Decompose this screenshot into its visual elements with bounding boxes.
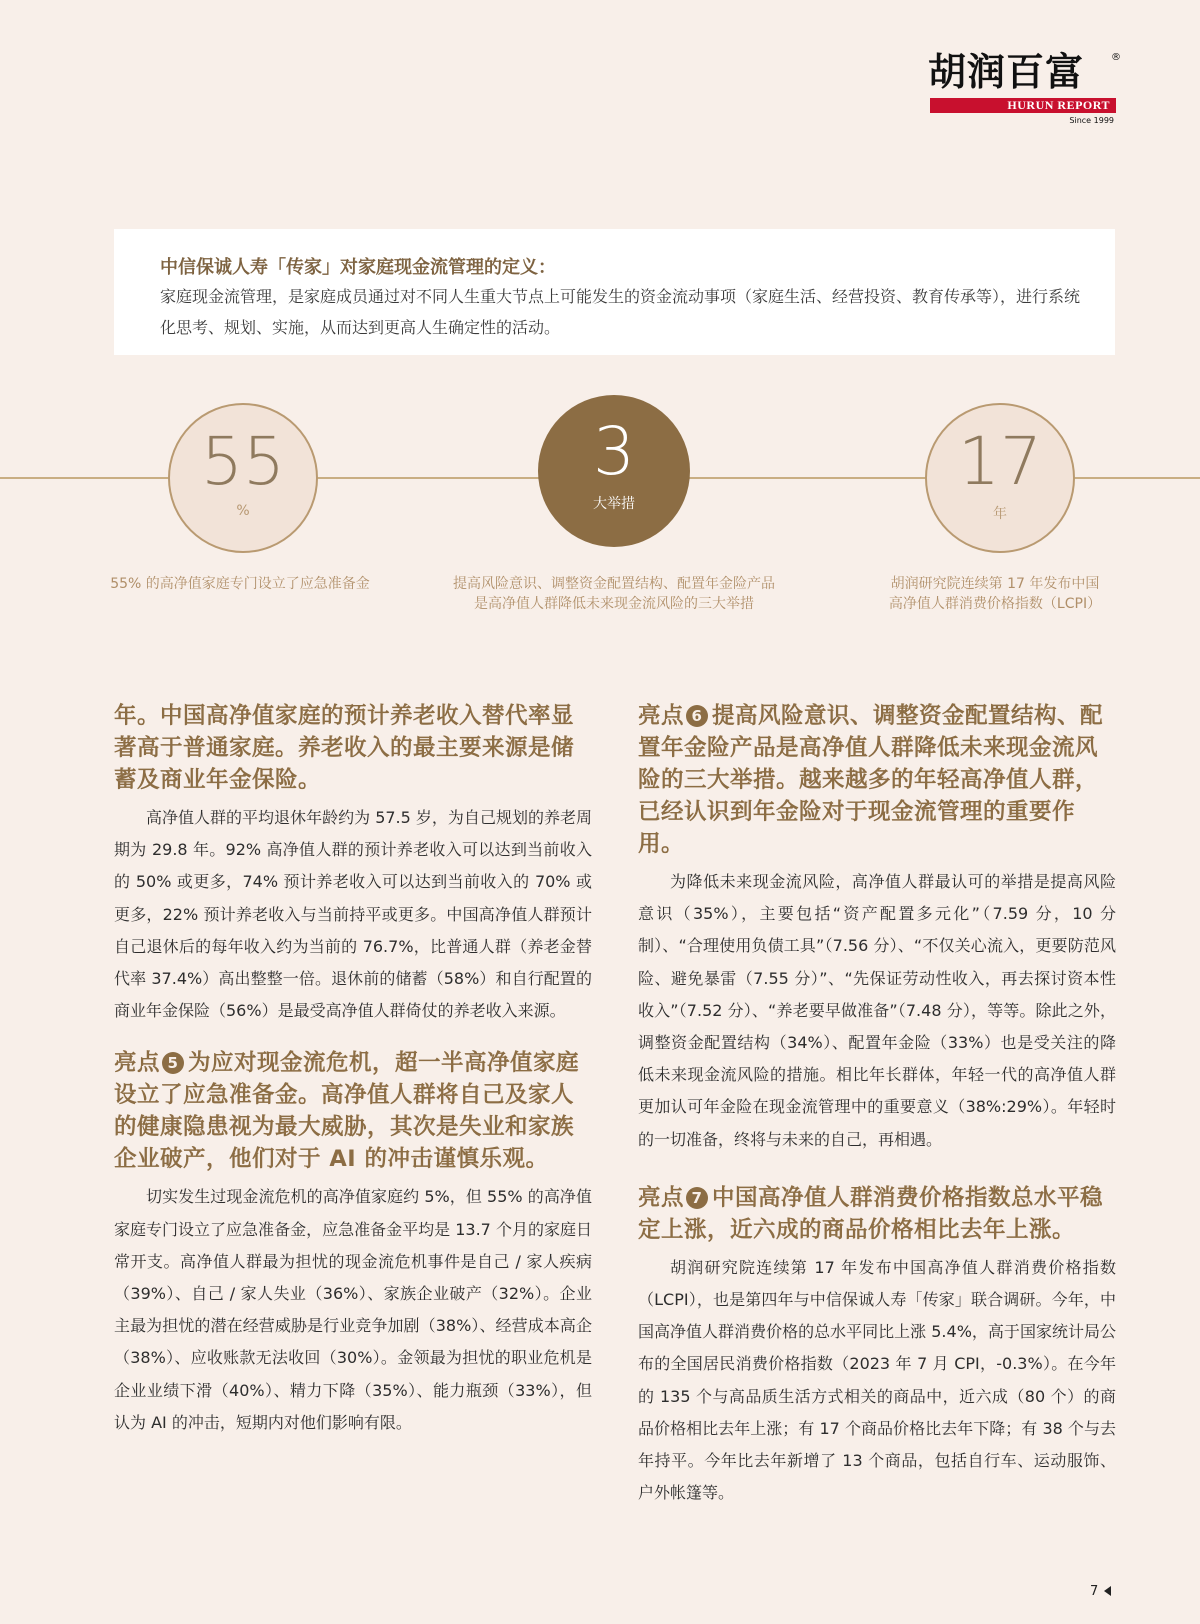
highlight-6-text: 提高风险意识、调整资金配置结构、配置年金险产品是高净值人群降低未来现金流风险的三大举措。越来越多的年轻高净值人群，已经认识到年金险对于现金流管理的重要作用。 [638, 703, 1104, 857]
caption-line: 提高风险意识、调整资金配置结构、配置年金险产品 [453, 576, 775, 592]
highlight-7-heading [638, 1182, 1116, 1246]
definition-box [114, 229, 1115, 355]
highlight-5-paragraph: 切实发生过现金流危机的高净值家庭约 5%，但 55% 的高净值家庭专门设立了应急准备金，应急准备金平均是 13.7 个月的家庭日常开支。高净值人群最为担忧的现金流危机事件是自己 / 家人疾病（39%）、自己 / 家人失业（36%）、家族企业破产（32%）。企业主最为担忧的潜在经营威胁是行业竞争加剧（38%）、经营成本高企（38%）、应收账款无法收回（30%）。金领最为担忧的职业危机是企业业绩下滑（40%）、精力下降（35%）、能力瓶颈（33%），但认为 AI 的冲击，短期内对他们影响有限。 [114, 1187, 592, 1432]
stat-caption-3 [410, 574, 818, 614]
caption-text: 55% 的高净值家庭专门设立了应急准备金 [110, 576, 370, 592]
stat-unit: 大举措 [593, 496, 635, 512]
stat-unit: % [236, 503, 250, 519]
caption-line: 是高净值人群降低未来现金流风险的三大举措 [474, 596, 754, 612]
logo-since: Since 1999 [1069, 116, 1114, 125]
highlight-number-badge: 7 [686, 1187, 708, 1209]
stat-circle-17 [925, 403, 1075, 553]
highlight-7-paragraph: 胡润研究院连续第 17 年发布中国高净值人群消费价格指数（LCPI），也是第四年与中信保诚人寿「传家」联合调研。今年，中国高净值人群消费价格的总水平同比上涨 5.4%，高于国家统计局公布的全国居民消费价格指数（2023 年 7 月 CPI，-0.3%）。在今年的 135 个与高品质生活方式相关的商品中，近六成（80 个）的商品价格相比去年上涨；有 17 个商品价格比去年下降；有 38 个与去年持平。今年比去年新增了 13 个商品，包括自行车、运动服饰、户外帐篷等。 [638, 1257, 1116, 1503]
page-arrow-icon [1104, 1586, 1111, 1596]
caption-line: 胡润研究院连续第 17 年发布中国 [890, 576, 1100, 592]
stat-circle-55 [168, 403, 318, 553]
highlight-label: 亮点 [638, 703, 685, 729]
right-column [638, 700, 1116, 1509]
hurun-report-logo [928, 50, 1120, 130]
retirement-paragraph: 高净值人群的平均退休年龄约为 57.5 岁，为自己规划的养老周期为 29.8 年。92% 高净值人群的预计养老收入可以达到当前收入的 50% 或更多，74% 预计养老收入可以达到当前收入的 70% 或更多，22% 预计养老收入与当前持平或更多。中国高净值人群预计自己退休后的每年收入约为当前的 76.7%，比普通人群（养老金替代率 37.4%）高出整整一倍。退休前的储蓄（58%）和自行配置的商业年金保险（56%）是最受高净值人群倚仗的养老收入来源。 [114, 808, 592, 1021]
highlight-number-badge: 5 [162, 1052, 184, 1074]
highlight-label: 亮点 [638, 1184, 685, 1211]
stat-caption-17 [865, 574, 1125, 614]
definition-text: 家庭现金流管理，是家庭成员通过对不同人生重大节点上可能发生的资金流动事项（家庭生活、经营投资、教育传承等），进行系统化思考、规划、实施，从而达到更高人生确定性的活动。 [160, 287, 1081, 337]
stat-number: 3 [593, 413, 635, 490]
highlight-5-heading [114, 1047, 592, 1175]
page-number [1090, 1584, 1111, 1599]
stat-unit: 年 [993, 506, 1007, 522]
logo-red-bar [930, 98, 1116, 113]
caption-line: 高净值人群消费价格指数（LCPI） [888, 596, 1102, 612]
logo-chinese-name: 胡润百富 [928, 50, 1085, 94]
highlight-5-text: 为应对现金流危机，超一半高净值家庭设立了应急准备金。高净值人群将自己及家人的健康隐患视为最大威胁，其次是失业和家族企业破产，他们对于 AI 的冲击谨慎乐观。 [114, 1050, 580, 1173]
definition-title: 中信保诚人寿「传家」对家庭现金流管理的定义： [160, 257, 556, 278]
stat-caption-55 [90, 574, 390, 594]
highlight-6-heading [638, 700, 1116, 860]
page-number-text: 7 [1090, 1584, 1099, 1599]
stat-circle-3 [538, 395, 690, 547]
highlight-6-paragraph: 为降低未来现金流风险，高净值人群最认可的举措是提高风险意识（35%），主要包括“资产配置多元化”（7.59 分，10 分制）、“合理使用负债工具”（7.56 分）、“不仅关心流入，更要防范风险、避免暴雷（7.55 分）”、“先保证劳动性收入，再去探讨资本性收入”（7.52 分）、“养老要早做准备”（7.48 分），等等。除此之外，调整资金配置结构（34%）、配置年金险（33%）也是受关注的降低未来现金流风险的措施。相比年长群体，年轻一代的高净值人群更加认可年金险在现金流管理中的重要意义（38%:29%）。年轻时的一切准备，终将与未来的自己，再相遇。 [638, 872, 1116, 1149]
continued-heading: 年。中国高净值家庭的预计养老收入替代率显著高于普通家庭。养老收入的最主要来源是储蓄及商业年金保险。 [114, 703, 575, 793]
registered-mark: ® [1111, 52, 1121, 63]
stat-number: 55 [201, 423, 285, 500]
left-column [114, 700, 592, 1439]
highlight-7-text: 中国高净值人群消费价格指数总水平稳定上涨，近六成的商品价格相比去年上涨。 [638, 1184, 1104, 1243]
highlight-number-badge: 6 [686, 705, 708, 727]
logo-english-name: HURUN REPORT [1007, 98, 1110, 112]
highlight-label: 亮点 [114, 1050, 161, 1077]
stat-number: 17 [958, 423, 1042, 500]
